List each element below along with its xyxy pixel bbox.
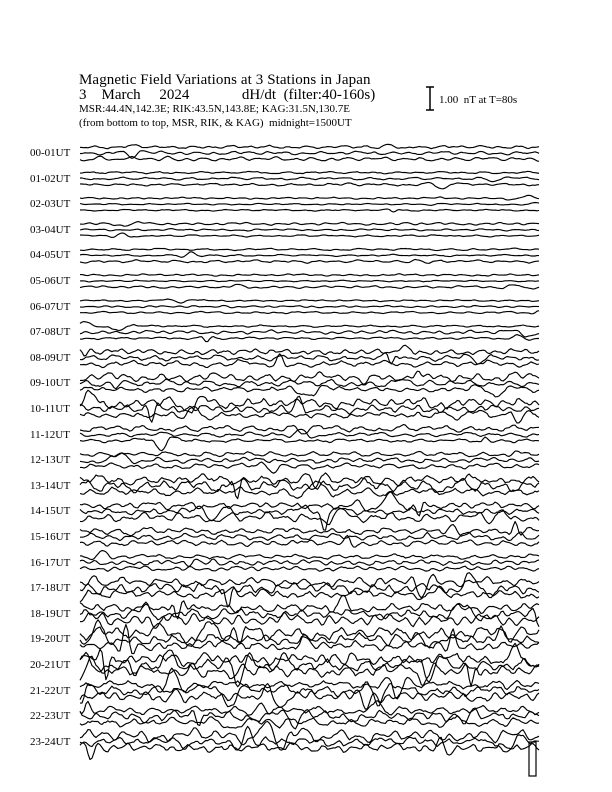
trace-msr <box>80 462 539 473</box>
hour-label: 20-21UT <box>30 659 71 671</box>
hour-label: 19-20UT <box>30 633 71 646</box>
hour-label: 01-02UT <box>30 172 71 185</box>
hour-label: 02-03UT <box>30 198 71 211</box>
hour-label: 03-04UT <box>30 223 71 236</box>
hour-label: 09-10UT <box>30 377 71 390</box>
trace-rik <box>80 559 539 566</box>
hour-label: 08-09UT <box>30 351 71 364</box>
trace-msr <box>80 656 539 686</box>
trace-kag <box>80 171 539 173</box>
hour-label: 12-13UT <box>30 454 71 467</box>
trace-group <box>80 144 539 759</box>
trace-kag <box>80 144 539 148</box>
hour-label: 05-06UT <box>30 275 71 287</box>
trace-rik <box>80 252 539 257</box>
trace-msr <box>80 535 539 547</box>
trace-msr <box>80 335 539 342</box>
scale-bar-group <box>426 87 434 110</box>
hour-label: 16-17UT <box>30 556 71 569</box>
trace-msr <box>80 209 539 212</box>
trace-rik <box>80 229 539 231</box>
trace-kag <box>80 643 539 679</box>
trace-rik <box>80 305 539 307</box>
trace-msr <box>80 437 539 451</box>
trace-msr <box>80 156 539 161</box>
trace-msr <box>80 259 539 263</box>
trace-kag <box>80 622 539 647</box>
trace-kag <box>80 274 539 277</box>
hour-label: 18-19UT <box>30 607 71 620</box>
station-coordinates: MSR:44.4N,142.3E; RIK:43.5N,143.8E; KAG:31.5N,130.7E <box>79 103 351 115</box>
trace-kag <box>80 451 539 457</box>
trace-msr <box>80 233 539 237</box>
hour-label: 14-15UT <box>30 505 71 518</box>
trace-rik <box>80 177 539 182</box>
trace-kag <box>80 473 539 488</box>
trace-kag <box>80 345 539 356</box>
trace-rik <box>80 330 539 337</box>
hour-label: 07-08UT <box>30 326 71 339</box>
trace-rik <box>80 429 539 438</box>
trace-rik <box>80 726 539 752</box>
hour-label: 15-16UT <box>30 531 71 543</box>
hour-label: 22-23UT <box>30 710 71 723</box>
trace-msr <box>80 311 539 314</box>
trace-kag <box>80 195 539 200</box>
hour-label: 21-22UT <box>30 684 71 697</box>
trace-kag <box>80 322 539 331</box>
hour-label: 06-07UT <box>30 300 71 313</box>
trace-kag <box>80 390 539 413</box>
trace-msr <box>80 183 539 189</box>
date-filter-line: 3 March 2024 dH/dt (filter:40-160s) <box>79 87 376 103</box>
trace-rik <box>80 620 539 648</box>
scale-bar-label: 1.00 nT at T=80s <box>439 94 518 106</box>
trace-kag <box>80 299 539 303</box>
hour-label: 10-11UT <box>30 403 70 415</box>
hour-label: 23-24UT <box>30 735 71 748</box>
hour-label: 13-14UT <box>30 479 71 492</box>
trace-msr <box>80 509 539 525</box>
trace-rik <box>80 708 539 729</box>
trace-kag <box>80 248 539 251</box>
hour-label: 04-05UT <box>30 249 71 262</box>
end-marker <box>529 742 536 776</box>
trace-rik <box>80 532 539 541</box>
trace-msr <box>80 586 539 607</box>
trace-rik <box>80 203 539 206</box>
trace-msr <box>80 566 539 571</box>
hour-label: 11-12UT <box>30 428 70 441</box>
hour-label: 17-18UT <box>30 582 71 595</box>
trace-msr <box>80 613 539 629</box>
trace-msr <box>80 385 539 397</box>
trace-rik <box>80 478 539 498</box>
trace-kag <box>80 551 539 560</box>
trace-kag <box>80 222 539 227</box>
trace-msr <box>80 284 539 289</box>
trace-msr <box>80 684 539 710</box>
trace-rik <box>80 280 539 282</box>
hour-label: 00-01UT <box>30 147 71 159</box>
station-order-note: (from bottom to top, MSR, RIK, & KAG) midnight=1500UT <box>79 117 352 129</box>
trace-msr <box>80 714 539 728</box>
chart-title: Magnetic Field Variations at 3 Stations in Japan <box>79 72 371 88</box>
